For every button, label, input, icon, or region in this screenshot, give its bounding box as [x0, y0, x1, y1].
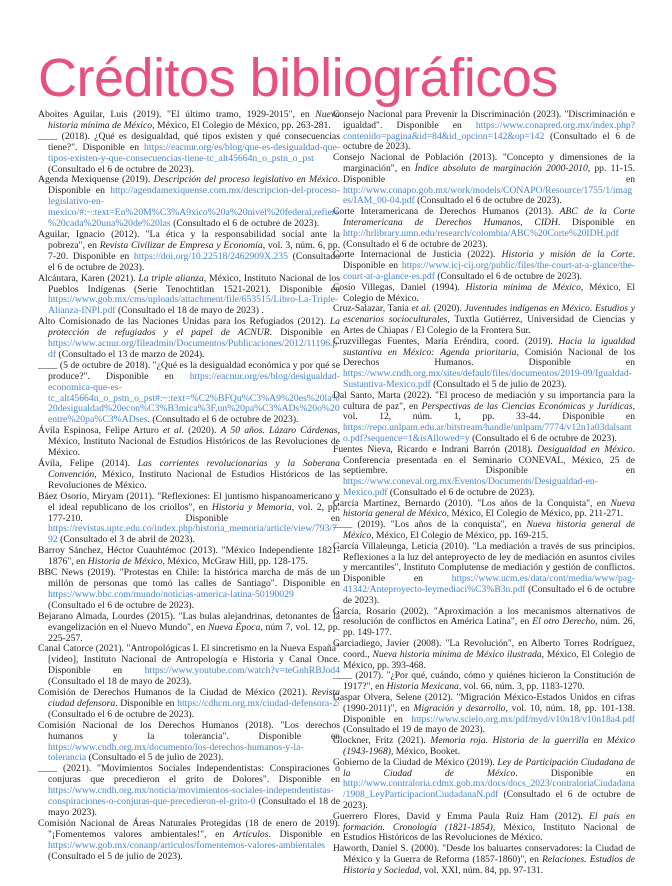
reference-text: Aguilar, Ignacio (2012). "La ética y la responsabilidad social ante la pobreza", en	[38, 228, 340, 251]
reference-text: Guerrero Flores, David y Emma Paula Ruíz Ham (2012).	[333, 810, 590, 822]
reference-text: Corte Internacional de Justicia (2022).	[333, 249, 502, 261]
reference-text: Comisión Nacional de Áreas Naturales Protegidas (18 de enero de 2019). "¡Fomentemos valores ambientales!", en	[38, 817, 340, 840]
reference-text: Gobierno de la Ciudad de México (2019).	[333, 756, 498, 768]
reference-title: Relaciones. Estudios de Historia y Sociedad	[343, 853, 635, 876]
reference-text: Cruzvillegas Fuentes, María Eréndira, coord. (2019).	[333, 335, 559, 347]
reference-text: , México, El Colegio de México.	[343, 281, 636, 304]
reference-title: Nueva historia mínima de México ilustrada	[372, 648, 542, 660]
reference-text: (Consultado el 5 de julio de 2023).	[430, 378, 567, 390]
reference-text: (Consultado el 18 de mayo 2023).	[48, 796, 340, 818]
reference-entry	[333, 542, 635, 607]
reference-title: et al.	[411, 303, 432, 315]
reference-text: Consejo Nacional para Prevenir la Discriminación (2023). "Discriminación e igualdad". Disponible en	[333, 109, 635, 131]
reference-entry	[333, 639, 635, 671]
reference-title: Revista ciudad defensora	[48, 687, 340, 709]
reference-title: Nueva historia general de México	[343, 497, 635, 520]
reference-text: . (Consultado el 6 de octubre de 2023).	[147, 414, 299, 426]
reference-text: Ávila Espinosa, Felipe Arturo	[38, 425, 163, 437]
reference-text: Alto Comisionado de las Naciones Unidas para los Refugiados (2012).	[38, 316, 330, 328]
reference-title: Nueva historia general de México	[343, 519, 636, 542]
reference-link[interactable]: https://cdhcm.org.mx/ciudad-defensora-2/	[177, 697, 340, 709]
reference-text: , núm. 26, pp. 149-177.	[343, 616, 635, 639]
reference-text: Consejo Nacional de Población (2013). "Concepto y dimensiones de la marginación", en	[333, 152, 635, 174]
reference-title: Historia de México	[87, 556, 163, 568]
reference-entry	[333, 153, 635, 207]
reference-title: Índice absoluto de marginación 2000-2010	[414, 162, 588, 174]
reference-text: (Consultado el 6 de octubre de 2023).	[469, 432, 617, 444]
reference-text: . Disponible en	[269, 327, 340, 339]
reference-link[interactable]: https://repo.unlpam.edu.ar/bitstream/handle/unlpam/7774/v12n1a03dalsanto.pdf?sequence=1&isAllowed=y	[343, 422, 632, 444]
reference-text: Canal Catorce (2021). "Antropológicas I. El sincretismo en la Nueva España" [video], Instituto Nacional de Antropología e Historia y Canal Once. Disponible en	[38, 643, 340, 677]
reference-text: (Consultado el 6 de octubre de 2023).	[343, 130, 635, 153]
reference-text: Cruz-Salazar, Tania	[333, 303, 412, 315]
reference-text: , México, Instituto Nacional de Estudios Históricos de las Revoluciones de México.	[343, 821, 635, 844]
reference-title: Migración y desarrollo	[413, 702, 506, 714]
reference-text: Corte Interamericana de Derechos Humanos (2013).	[333, 206, 560, 218]
reference-entry	[333, 337, 635, 391]
reference-title: La protección de refugiados y el papel de ACNUR	[48, 316, 340, 339]
reference-link[interactable]: http://www.contraloria.cdmx.gob.mx/docs/docs_2023/contraloriaCiudadana/1908_LeyParticipacionCiudadanaN.pdf	[343, 778, 635, 801]
reference-text: (Consultado el 6 de octubre de 2023).	[343, 584, 635, 606]
reference-text: , núm 7, vol. 12, pp. 225-257.	[48, 621, 340, 644]
reference-text: Alcántara, Karen (2021).	[38, 272, 139, 284]
reference-text: (Consultado el 6 de octubre de 2023).	[414, 195, 562, 207]
reference-text: (Consultado el 6 de octubre de 2023).	[48, 250, 341, 273]
reference-title: Descripción del proceso legislativo en México	[153, 174, 338, 186]
reference-title: A 50 años. Lázaro Cárdenas	[220, 425, 338, 437]
reference-title: El otro Derecho	[532, 616, 596, 628]
reference-text: (Consultado el 13 de marzo de 2024).	[56, 348, 205, 360]
reference-text: Agenda Mexiquense (2019).	[38, 174, 154, 186]
reference-text: , México, Booket.	[390, 746, 460, 758]
reference-text: (2020).	[184, 425, 221, 437]
reference-entry	[38, 274, 340, 318]
reference-text: (Consultado el 6 de octubre de 2023).	[387, 486, 535, 498]
reference-title: Nueva historia mínima de México	[48, 109, 340, 131]
reference-text: , vol. 2, pp. 177-210. Disponible en	[48, 501, 340, 524]
reference-link[interactable]: https://www.cndh.org.mx/documento/los-derechos-humanos-y-la-tolerancia	[48, 741, 304, 764]
reference-text: Barroy Sánchez, Héctor Cuauhtémoc (2013). "México Independiente 1821-1876", en	[38, 545, 340, 568]
reference-entry	[38, 546, 340, 568]
reference-entry	[38, 426, 340, 459]
reference-entry	[38, 317, 340, 361]
reference-title: Perspectivas de las Ciencias Económicas y Jurídicas	[421, 400, 633, 412]
bibliography-right-column	[333, 110, 635, 877]
reference-text: , pp. 11-15. Disponible en	[343, 162, 635, 185]
reference-entry	[333, 391, 635, 445]
reference-text: . Disponible en	[515, 767, 635, 779]
reference-entry	[333, 844, 635, 876]
reference-link[interactable]: https://www.youtube.com/watch?v=teGnhRBJod4	[144, 665, 340, 677]
reference-title: ABC de la Corte Interamericana de Derechos Humanos, CIDH	[343, 206, 635, 228]
reference-text: , México, McGraw Hill, pp. 128-175.	[162, 556, 308, 568]
reference-entry	[38, 688, 340, 721]
reference-entry	[38, 612, 340, 645]
reference-text: , México, El Colegio de México, pp. 393-468.	[343, 648, 635, 671]
reference-text: (Consultado el 5 de julio de 2023).	[48, 850, 183, 862]
reference-text: Garciadiego, Javier (2008). "La Revolución", en Alberto Torres Rodríguez, coord.,	[333, 638, 635, 660]
reference-text: , vol. 66, núm. 3, pp. 1183-1270.	[458, 681, 585, 693]
reference-title: Las corrientes revolucionarias y la Soberana Convención	[48, 458, 340, 480]
reference-entry	[333, 445, 635, 499]
reference-text: ____ (5 de octubre de 2018). "¿Qué es la desigualdad económica y por qué se produce?". Disponible en	[38, 359, 340, 382]
reference-entry	[38, 132, 340, 176]
reference-text: BBC News (2019). "Protestas en Chile: la histórica marcha de más de un millón de personas que tomó las calles de Santiago". Disponible en	[38, 567, 340, 589]
reference-link[interactable]: http://hrlibrary.umn.edu/research/colombia/ABC%20Corte%20IDH.pdf	[343, 227, 619, 239]
reference-link[interactable]: https://www.conapred.org.mx/index.php?contenido=pagina&id=84&id_opcion=142&op=142	[343, 119, 635, 142]
reference-title: Historia y Memoria	[211, 501, 292, 513]
reference-text: . Disponible en	[48, 174, 340, 197]
reference-link[interactable]: https://www.cndh.org.mx/noticia/movimientos-sociales-independentistas-conspiraciones-o-conjuras-que-precedieron-el-grito-0	[48, 785, 334, 808]
reference-text: , México, Instituto Nacional de Estudios Históricos de las Revoluciones de México.	[48, 468, 340, 491]
reference-link[interactable]: https://www.scielo.org.mx/pdf/myd/v10n18/v10n18a4.pdf	[411, 713, 635, 725]
reference-text: , vol. 10, núm. 18, pp. 101-138. Disponible en	[343, 702, 635, 725]
reference-entry	[333, 607, 635, 639]
reference-text: , vol. XXI, núm. 84, pp. 97-131.	[419, 864, 544, 876]
reference-text: , México, El Colegio de México, pp. 263-281.	[152, 119, 331, 131]
reference-link[interactable]: https://www.acnur.org/fileadmin/Documentos/Publicaciones/2012/11196.pdf	[48, 338, 338, 360]
reference-text: Aboites Aguilar, Luis (2019). "El último tramo, 1929-2015", en	[38, 109, 316, 120]
reference-text: . Disponible en	[343, 249, 635, 272]
reference-text: , vol. 12, núm. 1, pp. 33-44. Disponible en	[343, 400, 636, 423]
reference-entry	[333, 250, 635, 282]
reference-text: , vol. 3, núm. 6, pp. 7-20. Disponible en	[48, 239, 340, 262]
reference-text: . Conferencia presentada en el Seminario CONEVAL, México, 25 de septiembre. Disponible en	[343, 443, 635, 477]
reference-link[interactable]: https://www.gob.mx/conanp/articulos/fomentemos-valores-ambientales	[48, 839, 326, 851]
reference-title: Historia Mexicana	[386, 681, 459, 693]
reference-title: Memoria roja. Historia de la guerrilla en México (1943-1968)	[343, 735, 635, 758]
reference-entry	[38, 721, 340, 765]
reference-entry	[38, 568, 340, 612]
reference-text: , México, El Colegio de México, pp. 211-271.	[446, 508, 624, 520]
reference-link[interactable]: https://www.ucm.es/data/cont/media/www/pag-41342/Anteproyecto-leymediaci%C3%B3n.pdf	[343, 573, 635, 596]
reference-text: Comisión de Derechos Humanos de la Ciudad de México (2021).	[38, 687, 312, 699]
reference-title: Nueva Época	[208, 621, 261, 633]
reference-text: , Tuxtla Gutiérrez, Universidad de Ciencias y Artes de Chiapas / El Colegio de la Frontera Sur.	[343, 314, 635, 336]
reference-link[interactable]: https://www.coneval.org.mx/Eventos/Documents/Desigualdad-en-Mexico.pdf	[343, 476, 598, 498]
reference-entry	[38, 459, 340, 492]
reference-text: , México, Instituto Nacional de Estudios Históricos de las Revoluciones de México.	[48, 425, 341, 459]
reference-text: (Consultado el 5 de julio de 2023).	[86, 752, 224, 764]
reference-text: (2020).	[431, 303, 465, 315]
reference-text: Comisión Nacional de los Derechos Humanos (2018). "Los derechos humanos y la tolerancia". Disponible en	[38, 719, 340, 742]
reference-text: ____ (2018). ¿Qué es desigualdad, qué tipos existen y qué consecuencias tiene?". Disponible en	[38, 130, 340, 153]
reference-text: . Disponible en	[115, 697, 178, 709]
page-title: Créditos bibliográficos	[38, 48, 558, 108]
reference-title: Historia y misión de la Corte	[501, 249, 633, 261]
reference-text: García Martínez, Bernardo (2010). "Los años de la Conquista", en	[333, 497, 611, 509]
reference-title: Historia mínima de México	[465, 281, 581, 293]
reference-text: Fuentes Nieva, Ricardo e Indrani Barrón (2018).	[333, 443, 538, 455]
reference-text: Gaspar Olvera, Selene (2012). "Migración México-Estados Unidos en cifras (1990-2011)", en	[333, 692, 635, 714]
reference-text: García Villaleunga, Leticia (2010). "La mediación a través de sus principios. Reflexiones a la luz del anteproyecto de ley de mediación en asuntos civiles y mercantiles", Instituto Complutense de mediación y gestión de conflictos. Disponible en	[333, 540, 635, 585]
reference-text: (Consultado el 6 de octubre de 2023).	[170, 218, 320, 230]
reference-text: . Disponible en	[268, 828, 340, 840]
reference-link[interactable]: http://agendamexiquense.com.mx/descripcion-del-proceso-legislativo-en-mexico/#:~:text=En%20M%C3%A9xico%20a%20nivel%20federal,refiere%20cada%20una%20de%20las	[48, 185, 340, 230]
reference-link[interactable]: https://revistas.uptc.edu.co/index.php/historia_memoria/article/view/793/792	[48, 523, 337, 546]
reference-entry	[333, 758, 635, 812]
reference-entry	[333, 812, 635, 844]
reference-link[interactable]: https://www.icj-cij.org/public/files/the-court-at-a-glance/the-court-at-a-glance-es.pdf	[343, 260, 635, 282]
reference-link[interactable]: https://doi.org/10.22518/2462909X.235	[133, 250, 288, 262]
reference-link[interactable]: http://www.conapo.gob.mx/work/models/CONAPO/Resource/1755/1/images/IAM_00-04.pdf	[343, 184, 633, 207]
reference-link[interactable]: https://www.bbc.com/mundo/noticias-america-latina-50190029	[48, 588, 294, 600]
reference-text: (Consultado el 6 de octubre de 2023).	[48, 163, 195, 175]
reference-entry	[38, 361, 340, 426]
reference-text: ____ (2019). "Los años de la conquista", en	[333, 519, 527, 531]
reference-link[interactable]: https://eacnur.org/es/blog/desigualdad-economica-que-es-tc_alt45664n_o_pstn_o_pst#:~:text=%C2%BFQu%C3%A9%20es%20la%20desigualdad%20econ%C3%B3mica%3F,un%20pa%C3%ADs%20o%20entre%20pa%C3%ADses	[48, 370, 340, 426]
reference-entry	[38, 819, 340, 863]
reference-entry	[38, 764, 340, 819]
reference-title: Ley de Participación Ciudadana de la Ciudad de México	[343, 756, 635, 779]
reference-entry	[333, 110, 635, 153]
reference-entry	[333, 671, 635, 693]
reference-entry	[333, 499, 635, 521]
reference-text: (Consultado el 18 de mayo de 2023) .	[115, 305, 264, 317]
reference-entry	[38, 175, 340, 230]
reference-text: . Disponible en	[557, 216, 635, 228]
reference-text: , Comisión Nacional de los Derechos Humanos. Disponible en	[343, 346, 635, 369]
reference-entry	[38, 110, 340, 132]
reference-title: La triple alianza	[138, 272, 204, 284]
reference-text: (Consultado el 18 de mayo de 2023).	[48, 676, 192, 688]
reference-text: (Consultado el 6 de octubre de 2023).	[434, 270, 582, 282]
reference-entry	[333, 304, 635, 336]
reference-text: (Consultado el 6 de octubre de 2023).	[343, 789, 635, 811]
reference-text: Ávila, Felipe (2014).	[38, 458, 138, 469]
reference-text: (Consultado el 6 de octubre de 2023).	[343, 238, 488, 250]
reference-entry	[333, 693, 635, 736]
reference-text: , México, El Colegio de México, pp. 169-215.	[371, 530, 549, 542]
reference-link[interactable]: https://www.cndh.org.mx/sites/default/files/documentos/2019-09/Igualdad-Sustantiva-Mexico.pdf	[343, 368, 632, 390]
reference-text: ____ (2017). "¿Por qué, cuándo, cómo y quiénes hicieron la Constitución de 1917?", en	[333, 670, 635, 693]
reference-text: García, Rosario (2002). "Aproximación a los mecanismos alternativos de resolución de conflictos en América Latina", en	[333, 605, 635, 628]
reference-title: El país en formación. Cronología (1821-1854)	[343, 810, 635, 833]
reference-text: (Consultado el 19 de mayo de 2023).	[343, 724, 486, 736]
reference-text: (Consultado el 6 de octubre de 2023).	[48, 708, 195, 720]
reference-entry	[333, 736, 635, 758]
reference-text: Bejarano Almada, Lourdes (2015). "Las bulas alejandrinas, detonantes de la evangelización en el Nuevo Mundo", en	[38, 610, 340, 633]
reference-text: Glockner, Fritz (2021).	[333, 735, 431, 747]
reference-link[interactable]: https://eacnur.org/es/blog/que-es-desigualdad-que-tipos-existen-y-que-consecuencias-tiene-tc_alt45664n_o_pstn_o_pst	[48, 141, 340, 164]
reference-link[interactable]: https://www.gob.mx/cms/uploads/attachment/file/653515/Libro-La-Triple-Alianza-INPI.pdf	[48, 294, 339, 317]
reference-title: Desigualdad en México	[537, 443, 633, 455]
reference-title: Juventudes indígenas en México. Estudios y escenarios socioculturales	[343, 303, 635, 326]
reference-title: Hacia la igualdad sustantiva en México: Agenda prioritaria	[343, 335, 635, 358]
reference-text: (Consultado el 3 de abril de 2023).	[57, 534, 195, 546]
bibliography-left-column	[38, 110, 340, 863]
reference-text: ____ (2021). "Movimientos Sociales Independentistas: Conspiraciones o conjuras que precedieron el grito de Dolores". Disponible en	[38, 763, 340, 786]
reference-text: Dal Santo, Marta (2022). "El proceso de mediación y su importancia para la cultura de paz", en	[333, 389, 635, 412]
reference-entry	[38, 492, 340, 547]
reference-title: et al.	[162, 425, 185, 437]
reference-text: Haworth, Daniel S. (2000). "Desde los baluartes conservadores: la Ciudad de México y la Guerra de Reforma (1857-1860)", en	[333, 843, 635, 865]
reference-entry	[333, 283, 635, 305]
reference-text: Báez Osorio, Miryam (2011). "Reflexiones: El juntismo hispanoamericano y el ideal republicano de los criollos", en	[38, 490, 340, 513]
reference-entry	[333, 520, 635, 542]
reference-entry	[38, 644, 340, 688]
reference-entry	[333, 207, 635, 250]
reference-title: Revista Civilizar de Empresa y Economía	[99, 239, 263, 251]
reference-text: (Consultado el 6 de octubre de 2023).	[48, 599, 195, 611]
reference-entry	[38, 230, 340, 274]
reference-title: Artículos	[233, 828, 269, 840]
reference-text: Cosío Villegas, Daniel (1994).	[333, 281, 466, 293]
reference-text: , México, Instituto Nacional de los Pueblos Indígenas (Serie Tenochtitlan 1521-2021). Disponible en	[48, 272, 340, 295]
